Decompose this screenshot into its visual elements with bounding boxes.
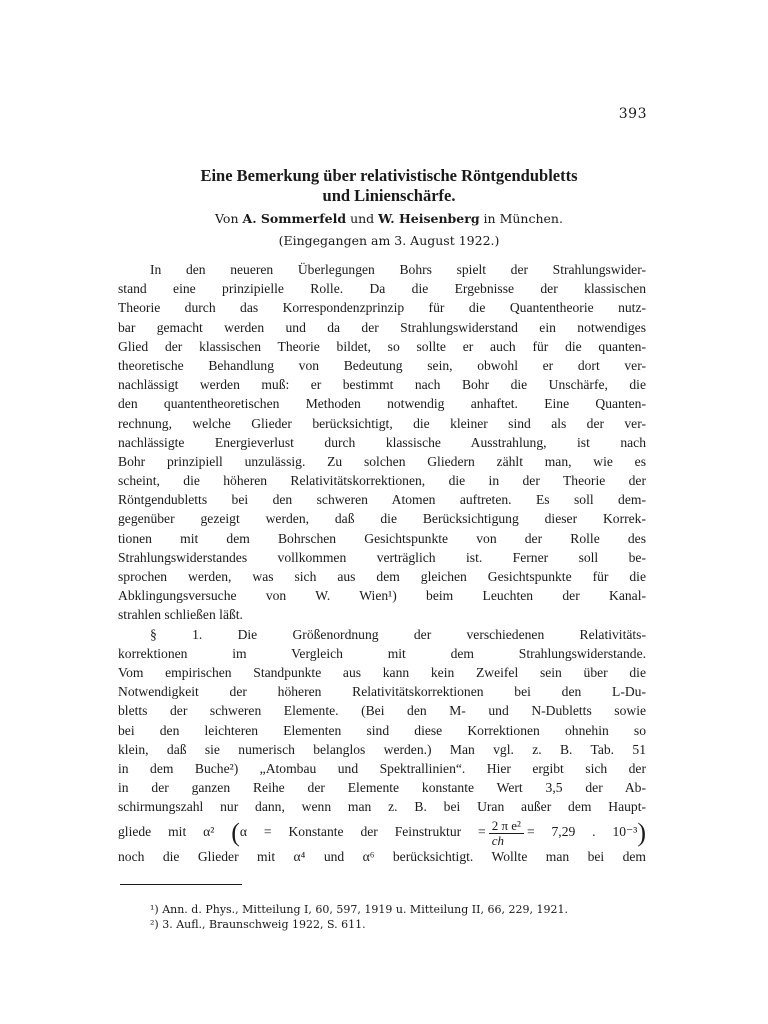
footnote-1: ¹) Ann. d. Phys., Mitteilung I, 60, 597, 1919 u. Mitteilung II, 66, 229, 1921. [150, 903, 568, 916]
body-line: rechnung, welche Glieder berücksichtigt, die kleiner sind als der ver- [118, 415, 646, 431]
section-line: schirmungszahl nur dann, wenn man z. B. bei Uran außer dem Haupt- [118, 799, 646, 815]
body-line: scheint, die höheren Relativitätskorrektionen, die in der Theorie der [118, 473, 646, 489]
section-line: in der ganzen Reihe der Elemente konstante Wert 3,5 der Ab- [118, 780, 646, 796]
fraction-numerator: 2 π e² [489, 819, 524, 834]
body-line: tionen mit dem Bohrschen Gesichtspunkte von der Rolle des [118, 530, 646, 546]
article-body [118, 260, 646, 867]
body-line: den quantentheoretischen Methoden notwendig anhaftet. Eine Quanten- [118, 396, 646, 412]
footnote-divider [120, 884, 242, 885]
body-line: Theorie durch das Korrespondenzprinzip für die Quantentheorie nutz- [118, 300, 646, 316]
body-line: bar gemacht werden und da der Strahlungswiderstand ein notwendiges [118, 319, 646, 335]
body-line: gegenüber gezeigt werden, daß die Berücksichtigung dieser Korrek- [118, 511, 646, 527]
section-line: in dem Buche²) „Atombau und Spektrallinien“. Hier ergibt sich der [118, 760, 646, 776]
body-line: Strahlungswiderstandes vollkommen verträglich ist. Ferner soll be- [118, 549, 646, 565]
author-heisenberg: W. Heisenberg [378, 211, 480, 226]
fraction-denominator: ch [491, 832, 504, 848]
fine-structure-fraction [489, 819, 524, 848]
section-line: bei den leichteren Elementen sind diese Korrektionen ohnehin so [118, 722, 646, 738]
author-and: und [350, 211, 375, 226]
page-number: 393 [618, 106, 647, 122]
body-line: Röntgendubletts bei den schweren Atomen auftreten. Es soll dem- [118, 492, 646, 508]
title-line-1: Eine Bemerkung über relativistische Röntgendubletts [200, 166, 578, 185]
author-sommerfeld: A. Sommerfeld [242, 211, 347, 226]
formula-paren-close: ) [637, 818, 646, 848]
body-line: strahlen schließen läßt. [118, 607, 243, 623]
body-line: Abklingungsversuche von W. Wien¹) beim Leuchten der Kanal- [118, 588, 646, 604]
formula-inner: α = Konstante der Feinstruktur = [239, 824, 486, 840]
footnote-2: ²) 3. Aufl., Braunschweig 1922, S. 611. [150, 918, 366, 931]
title-line-2: und Linienschärfe. [322, 186, 456, 205]
body-line: nachlässigte Energieverlust durch klassische Ausstrahlung, ist nach [118, 434, 646, 450]
section-line: Vom empirischen Standpunkte aus kann kein Zweifel sein über die [118, 664, 646, 680]
author-line [100, 211, 678, 227]
section-line: klein, daß sie numerisch belanglos werden.) Man vgl. z. B. Tab. 51 [118, 741, 646, 757]
formula-before: gliede mit α² [118, 824, 215, 840]
author-prefix: Von [215, 211, 239, 226]
formula-line [118, 816, 646, 847]
body-line: theoretische Behandlung von Bedeutung sein, obwohl er dort ver- [118, 357, 646, 373]
body-line: noch die Glieder mit α⁴ und α⁶ berücksichtigt. Wollte man bei dem [118, 849, 646, 865]
footnotes [150, 902, 650, 932]
body-line: Bohr prinzipiell unzulässig. Zu solchen Gliedern zählt man, wie es [118, 453, 646, 469]
section-line: bletts der schweren Elemente. (Bei den M- und N-Dubletts sowie [118, 703, 646, 719]
section-line: Notwendigkeit der höheren Relativitätskorrektionen bei den L-Du- [118, 684, 646, 700]
formula-paren-open: ( [231, 818, 240, 848]
body-line: Glied der klassischen Theorie bildet, so sollte er auch für die quanten- [118, 338, 646, 354]
body-line: stand eine prinzipielle Rolle. Da die Ergebnisse der klassischen [118, 281, 646, 297]
section-heading-line: korrektionen im Vergleich mit dem Strahlungswiderstande. [118, 645, 646, 661]
formula-after: = 7,29 . 10⁻³ [526, 824, 638, 840]
article-title [100, 166, 678, 206]
received-date: (Eingegangen am 3. August 1922.) [278, 233, 500, 248]
body-line: sprochen werden, was sich aus dem gleichen Gesichtspunkte für die [118, 569, 646, 584]
body-line: nachlässigt werden muß: er bestimmt nach Bohr die Unschärfe, die [118, 377, 646, 393]
body-line: In den neueren Überlegungen Bohrs spielt der Strahlungswider- [150, 262, 646, 277]
author-location: in München. [483, 211, 563, 226]
section-heading-line: § 1. Die Größenordnung der verschiedenen Relativitäts- [150, 626, 646, 642]
